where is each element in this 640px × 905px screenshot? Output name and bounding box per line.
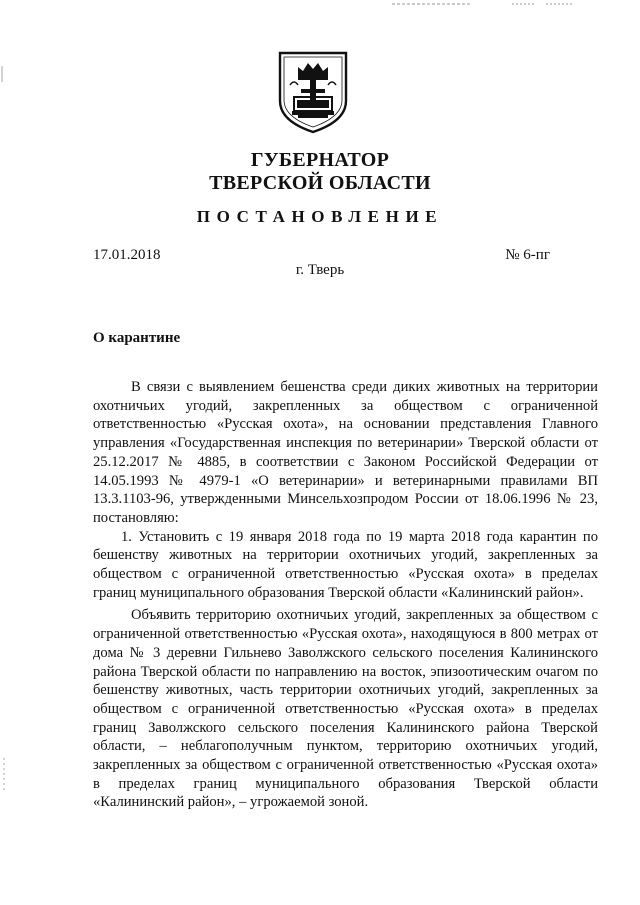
document-city: г. Тверь: [295, 262, 345, 278]
body-paragraph: Объявить территорию охотничьих угодий, закрепленных за обществом с ограниченной ответственностью «Русская охота», находящуюся в 800 метрах от дома № 3 деревни Гильнево Заволжского сельского поселения Калининского района Тверской области по направлению на восток, эпизоотическим очагом по бешенству животных, часть территории охотничьих угодий, закрепленных за обществом с ограниченной ответственностью «Русская охота» в пределах границ Заволжского сельского поселения Калининского района Тверской области, – неблагополучным пунктом, территорию охотничьих угодий, закрепленных за обществом с ограниченной ответственностью «Русская охота» в пределах границ муниципального образования Тверской области «Калининский район», – угрожаемой зоной.: [93, 607, 598, 811]
issuer-title: ГУБЕРНАТОР: [250, 149, 390, 171]
document-type: ПОСТАНОВЛЕНИЕ: [196, 207, 444, 226]
document-number: № 6-пг: [505, 247, 550, 263]
coat-of-arms-icon: [274, 49, 352, 135]
issuer-region: ТВЕРСКОЙ ОБЛАСТИ: [209, 172, 431, 194]
body-paragraph: 1. Установить с 19 января 2018 года по 19 марта 2018 года карантин по бешенству животных на территории охотничьих угодий, закрепленных за обществом с ограниченной ответственностью «Русская охота» в пределах границ муниципального образования Тверской области «Калининский район».: [93, 528, 598, 601]
body-paragraph: В связи с выявлением бешенства среди диких животных на территории охотничьих угодий, закрепленных за обществом с ограниченной ответственностью «Русская охота», на основании представления Главного управления «Государственная инспекция по ветеринарии» Тверской области от 25.12.2017 № 4885, в соответствии с Законом Российской Федерации от 14.05.1993 № 4979-1 «О ветеринарии» и ветеринарными правилами ВП 13.3.1103-96, утвержденными Минсельхозпродом России от 18.06.1996 № 23, постановляю:: [93, 379, 598, 526]
document-body: [93, 378, 598, 812]
document-subject: О карантине: [93, 330, 181, 346]
document-date: 17.01.2018: [93, 247, 161, 263]
